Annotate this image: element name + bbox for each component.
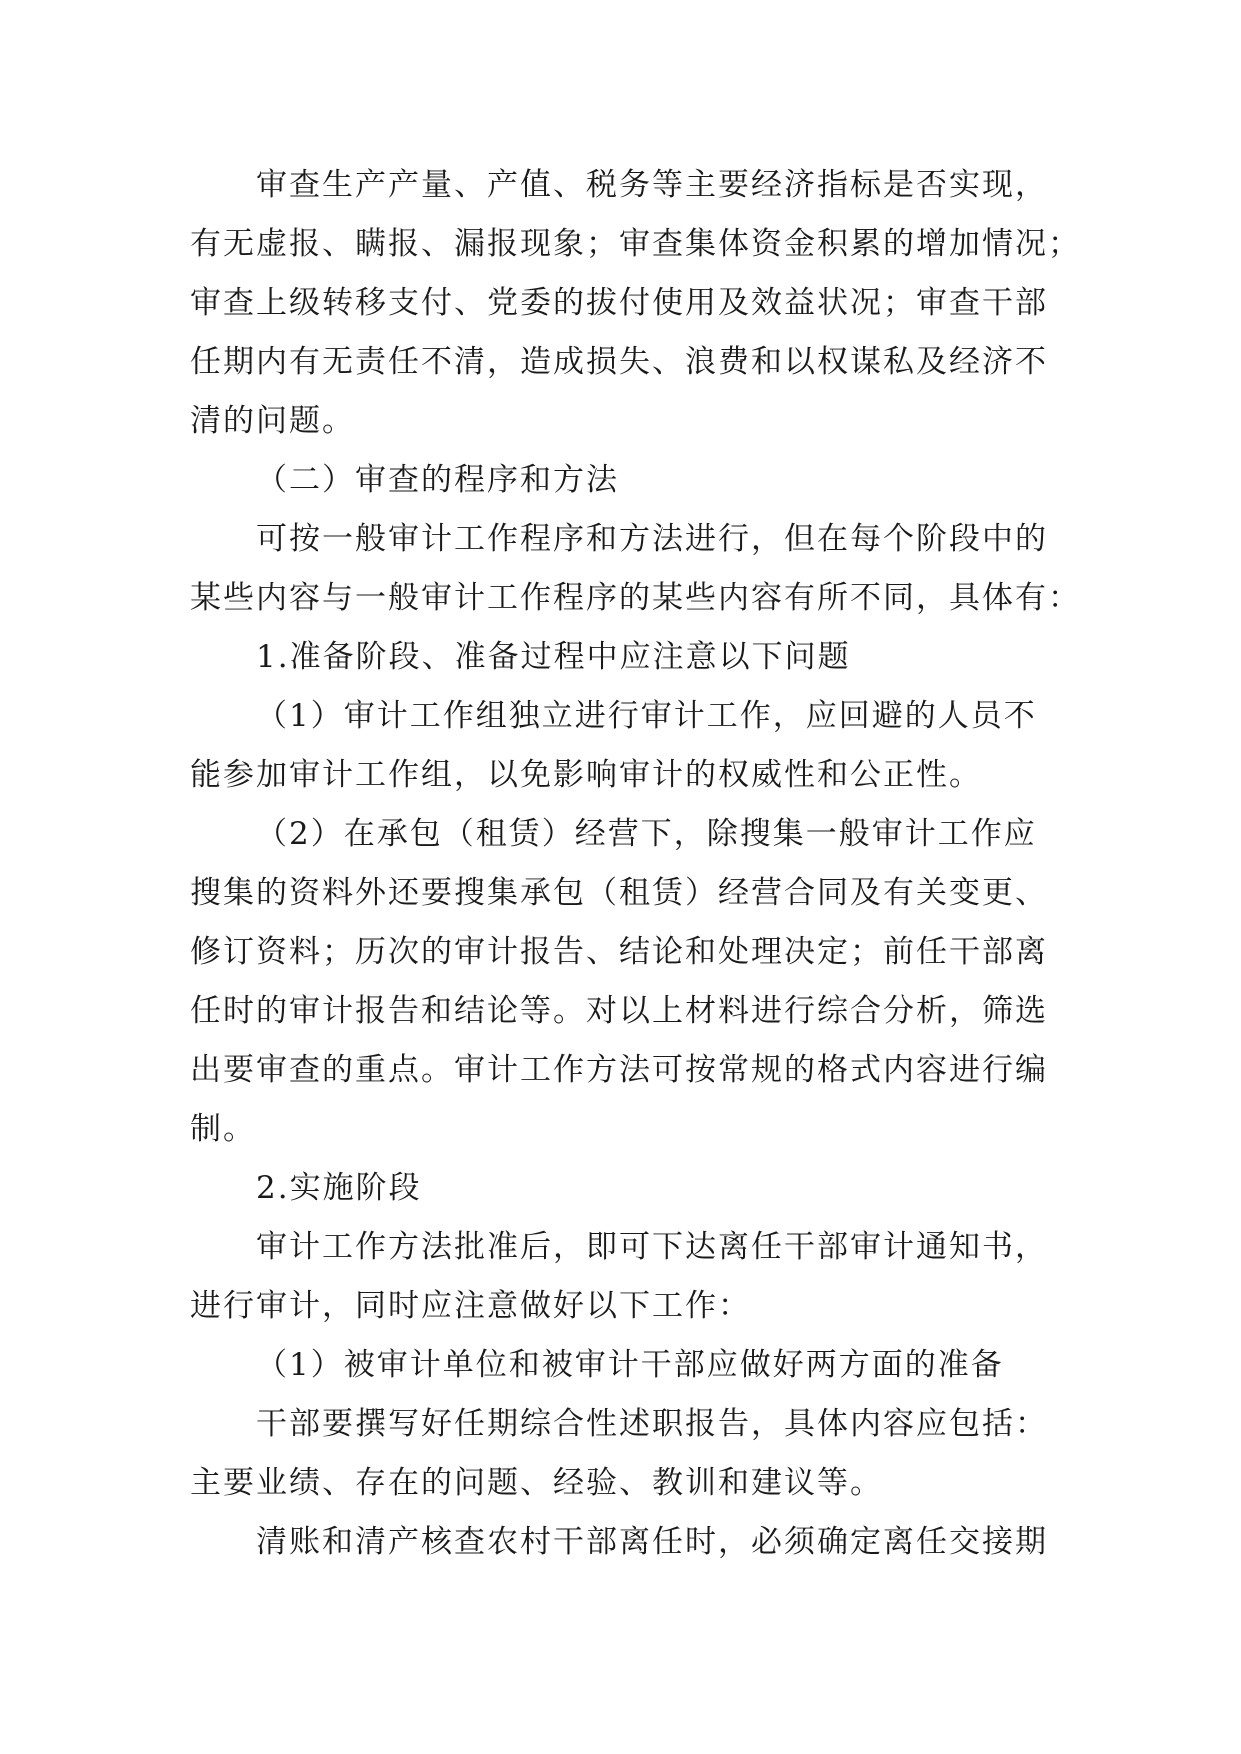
subsection-heading: 2.实施阶段 bbox=[256, 1170, 422, 1206]
section-heading: （二）审查的程序和方法 bbox=[256, 462, 619, 498]
text-line: 任时的审计报告和结论等。对以上材料进行综合分析，筛选 bbox=[190, 993, 1048, 1029]
text-line: （2）在承包（租赁）经营下，除搜集一般审计工作应 bbox=[256, 816, 1037, 852]
document-body bbox=[190, 156, 1081, 1572]
text-line: 清的问题。 bbox=[190, 403, 355, 439]
text-line: （1）被审计单位和被审计干部应做好两方面的准备 bbox=[256, 1347, 1004, 1383]
text-line: 进行审计，同时应注意做好以下工作： bbox=[190, 1288, 751, 1324]
text-line: 制。 bbox=[190, 1111, 256, 1147]
subsection-heading: 1.准备阶段、准备过程中应注意以下问题 bbox=[256, 639, 851, 675]
text-line: 修订资料；历次的审计报告、结论和处理决定；前任干部离 bbox=[190, 934, 1048, 970]
text-line: 出要审查的重点。审计工作方法可按常规的格式内容进行编 bbox=[190, 1052, 1048, 1088]
text-line: 清账和清产核查农村干部离任时，必须确定离任交接期 bbox=[256, 1524, 1048, 1560]
text-line: 有无虚报、瞒报、漏报现象；审查集体资金积累的增加情况； bbox=[190, 226, 1081, 262]
text-line: 可按一般审计工作程序和方法进行，但在每个阶段中的 bbox=[256, 521, 1048, 557]
text-line: 某些内容与一般审计工作程序的某些内容有所不同，具体有： bbox=[190, 580, 1081, 616]
text-line: 主要业绩、存在的问题、经验、教训和建议等。 bbox=[190, 1465, 883, 1501]
text-line: 审查上级转移支付、党委的拔付使用及效益状况；审查干部 bbox=[190, 285, 1048, 321]
text-line: 能参加审计工作组，以免影响审计的权威性和公正性。 bbox=[190, 757, 982, 793]
text-line: 任期内有无责任不清，造成损失、浪费和以权谋私及经济不 bbox=[190, 344, 1048, 380]
text-line: 审计工作方法批准后，即可下达离任干部审计通知书， bbox=[256, 1229, 1048, 1265]
text-line: 审查生产产量、产值、税务等主要经济指标是否实现， bbox=[256, 167, 1048, 203]
text-line: 干部要撰写好任期综合性述职报告，具体内容应包括： bbox=[256, 1406, 1048, 1442]
text-line: （1）审计工作组独立进行审计工作，应回避的人员不 bbox=[256, 698, 1037, 734]
text-line: 搜集的资料外还要搜集承包（租赁）经营合同及有关变更、 bbox=[190, 875, 1048, 911]
